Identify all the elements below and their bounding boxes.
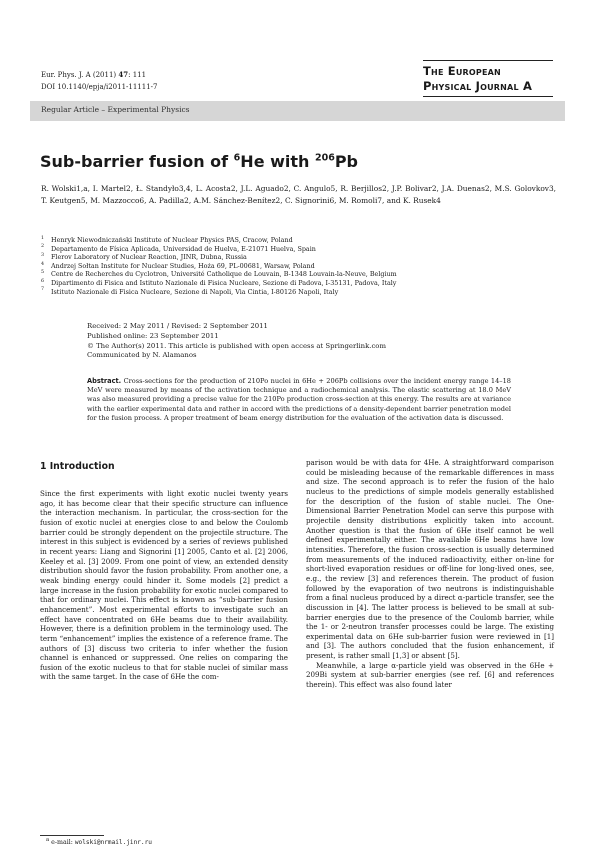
paragraph: Meanwhile, a large α-particle yield was observed in the 6He + 209Bi system at sub-barrier energies (see ref. [6] and references therein). This effect was also found later [306,660,554,690]
published-date: Published online: 23 September 2011 [87,331,219,340]
pages: : 111 [128,71,147,79]
brand-line-1: The European [423,64,501,78]
paragraph: parison would be with data for 4He. A straightforward comparison could be misleading because of the remarkable differences in mass and size. The second approach is to refer the fusion of the halo nucleus to the predictions of simple models generally established for the description of the fusion of stable nuclei. The One-Dimensional Barrier Penetration Model can serve this purpose with projectile density distributions explicitly taken into account. Another question is that the fusion of 6He itself cannot be well defined experimentally either. The available 6He beams have low intensities. Therefore, the fusion cross-section is usually determined from measurements of the induced radioactivity, either on-line for short-lived evaporation residues or off-line for long-lived ones, see, e.g., the review [3] and references therein. The product of fusion followed by the evaporation of two neutrons is indistinguishable from a final nucleus produced by a direct α-particle transfer, see the discussion in [4]. The latter process is believed to be small at sub-barrier energies due to the presence of the Coulomb barrier, while the 1- or 2-neutron transfer processes could be large. The existing experimental data on 6He sub-barrier fusion were reviewed in [1] and [3]. The authors concluded that the fusion enhancement, if present, is rather small [1,3] or absent [5]. [306,458,554,661]
affiliation-text: Istituto Nazionale di Fisica Nucleare, Sezione di Napoli, Via Cintia, I-80126 Napoli, Italy [51,287,339,296]
affiliation: $^4$ Andrzej Sołtan Institute for Nuclear Studies, Hoża 69, PL-00681, Warsaw, Poland [41,261,315,270]
affiliation-text: Flerov Laboratory of Nuclear Reaction, JINR, Dubna, Russia [51,253,247,262]
section-heading: 1 Introduction [40,461,115,472]
communicated-by: Communicated by N. Alamanos [87,351,197,360]
footnote-label: e-mail: [51,839,75,846]
affiliation: $^7$ Istituto Nazionale di Fisica Nucleare, Sezione di Napoli, Via Cintia, I-80126 Napoli, Italy [41,287,339,296]
affiliation: $^2$ Departamento de Física Aplicada, Universidad de Huelva, E-21071 Huelva, Spain [41,244,316,253]
publication-dates [87,322,386,361]
received-date: Received: 2 May 2011 / Revised: 2 September 2011 [87,322,268,330]
volume: 47 [118,70,129,79]
article-type: Regular Article – Experimental Physics [41,105,190,114]
abstract-label: Abstract. [87,377,122,385]
article-type-band [30,101,565,121]
affiliations [41,236,561,296]
affiliation: $^6$ Dipartimento di Fisica and Istituto Nazionale di Fisica Nucleare, Sezione di Padova, I-35131, Padova, Italy [41,278,397,287]
title-part: He with [240,152,315,171]
body-column-right [306,458,554,690]
abstract-text: Cross-sections for the production of 210Po nuclei in 6He + 206Pb collisions over the incident energy range 14–18 MeV were measured by means of the activation technique and a radiochemical analysis. The elastic scattering at 18.0 MeV was also measured providing a precise value for the 210Po production cross-section at this energy. The results are at variance with the earlier experimental data and rather in accord with the predictions of a density-dependent barrier penetration model for the fusion process. A proper treatment of beam energy distribution for the evaluation of the activation data is discussed. [87,377,511,422]
journal-brand [423,60,553,97]
brand-line-2: Physical Journal A [423,79,533,93]
affiliation-text: Departamento de Física Aplicada, Universidad de Huelva, E-21071 Huelva, Spain [51,244,316,253]
journal-line: Eur. Phys. J. A (2011) [41,71,119,79]
doi[interactable]: DOI 10.1140/epja/i2011-11111-7 [41,83,158,91]
paper-title [40,152,358,171]
title-sup: 6 [233,152,241,164]
footnote-email[interactable]: wolski@nrmail.jinr.ru [74,839,152,846]
footnote [46,836,152,846]
affiliation-text: Andrzej Sołtan Institute for Nuclear Studies, Hoża 69, PL-00681, Warsaw, Poland [51,261,315,270]
journal-reference [41,69,157,93]
footnote-rule [40,835,104,836]
affiliation: $^3$ Flerov Laboratory of Nuclear Reaction, JINR, Dubna, Russia [41,253,247,262]
affiliation-text: Henryk Niewodniczański Institute of Nuclear Physics PAS, Cracow, Poland [51,236,293,244]
title-part: Sub-barrier fusion of [40,152,234,171]
author-list: R. Wolski1,a, I. Martel2, Ł. Standyło3,4, L. Acosta2, J.L. Aguado2, C. Angulo5, R. Berjillos2, J.P. Bolivar2, J.A. Duenas2, M.S. Golovkov3, T. Keutgen5, M. Mazzocco6, A. Padilla2, A.M. Sánchez-Benítez2, C. Signorini6, M. Romoli7, and K. Rusek4 [41,184,556,205]
title-part: Pb [334,152,359,171]
affiliation: $^1$ Henryk Niewodniczański Institute of Nuclear Physics PAS, Cracow, Poland [41,235,293,244]
copyright-notice: © The Author(s) 2011. This article is published with open access at Springerlink.com [87,341,386,350]
affiliation: $^5$ Centre de Recherches du Cyclotron, Université Catholique de Louvain, B-1348 Louvain-la-Neuve, Belgium [41,270,397,279]
title-sup: 206 [314,152,335,164]
abstract [87,377,511,423]
affiliation-text: Dipartimento di Fisica and Istituto Nazionale di Fisica Nucleare, Sezione di Padova, I-35131, Padova, Italy [51,278,397,287]
affiliation-text: Centre de Recherches du Cyclotron, Université Catholique de Louvain, B-1348 Louvain-la-Neuve, Belgium [51,270,397,279]
footnote-marker: a [46,836,50,843]
body-column-left: Since the first experiments with light exotic nuclei twenty years ago, it has become clear that their specific structure can influence the interaction mechanism. In particular, the cross-section for the fusion of exotic nuclei at energies close to and below the Coulomb barrier could be strongly dependent on the projectile structure. The interest in this subject is evidenced by a series of reviews published in recent years: Liang and Signorini [1] 2005, Canto et al. [2] 2006, Keeley et al. [3] 2009. From one point of view, an extended density distribution should favor the fusion probability. From another one, a weak binding energy could hinder it. Some models [2] predict a large increase in the fusion probability for exotic nuclei compared to that for ordinary nuclei. This effect is known as “sub-barrier fusion enhancement”. Most experimental efforts to investigate such an effect have concentrated on 6He beams due to their availability. However, there is a definition problem in the terminology used. The term “enhancement” implies the existence of a reference frame. The authors of [3] discuss two criteria to infer whether the fusion channel is enhanced or suppressed. One relies on comparing the fusion of the exotic nucleus to that for stable nuclei of similar mass with the same target. In the case of 6He the com- [40,489,288,682]
